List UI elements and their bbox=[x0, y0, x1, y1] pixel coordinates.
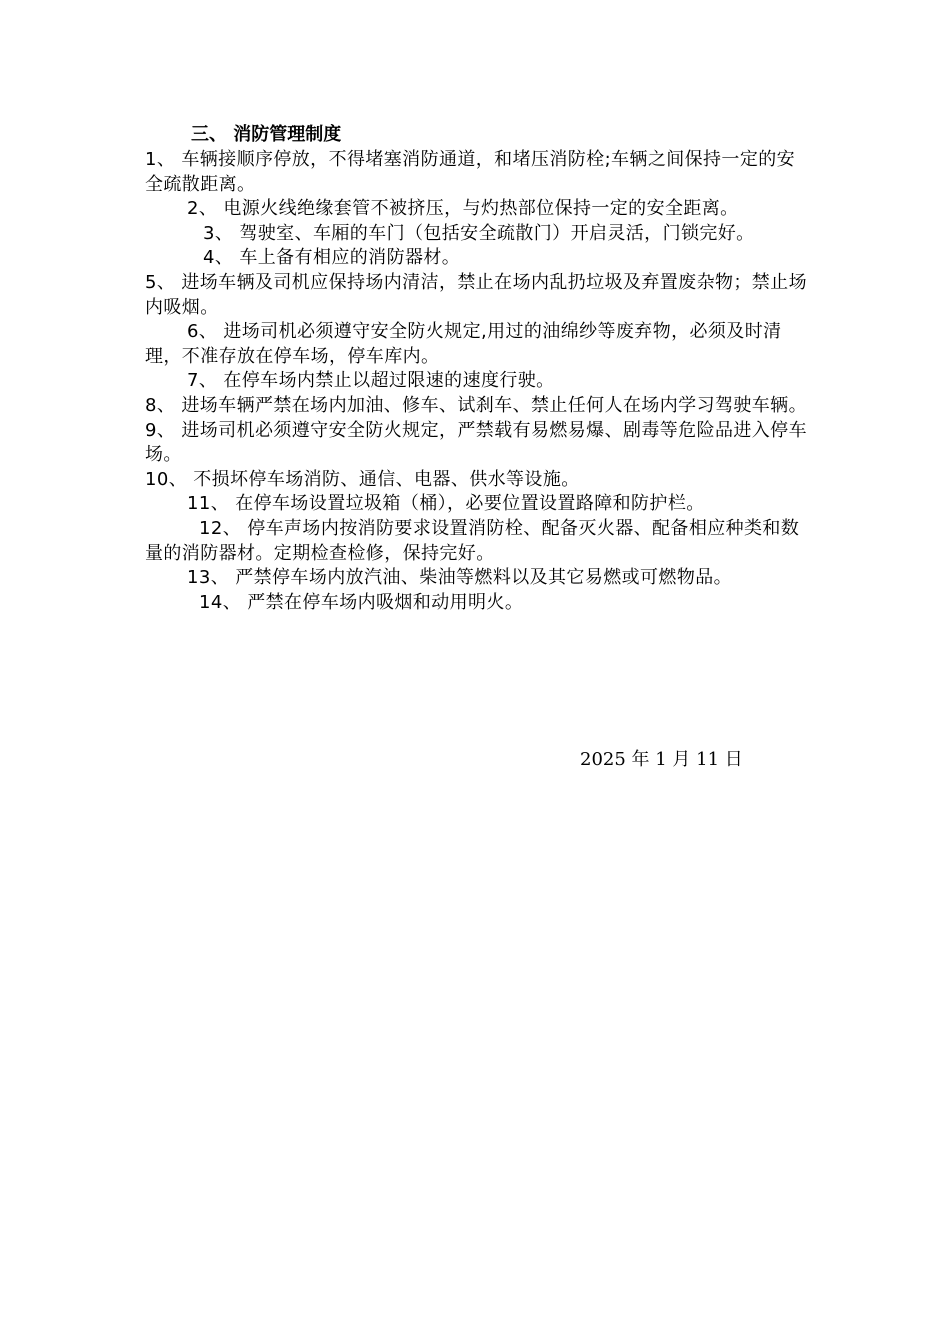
rule-item-9: 9、 进场司机必须遵守安全防火规定，严禁载有易燃易爆、剧毒等危险品进入停车场。 bbox=[145, 419, 807, 466]
rule-item-11: 11、 在停车场设置垃圾箱（桶），必要位置设置路障和防护栏。 bbox=[187, 493, 705, 515]
rule-item-10: 10、 不损坏停车场消防、通信、电器、供水等设施。 bbox=[145, 468, 580, 490]
rule-item-2: 2、 电源火线绝缘套管不被挤压，与灼热部位保持一定的安全距离。 bbox=[187, 198, 739, 220]
rule-item-4: 4、 车上备有相应的消防器材。 bbox=[203, 247, 461, 269]
rule-item-1: 1、 车辆接顺序停放，不得堵塞消防通道，和堵压消防栓;车辆之间保持一定的安全疏散距离。 bbox=[145, 149, 796, 195]
rule-item-6: 6、 进场司机必须遵守安全防火规定,用过的油绵纱等废弃物，必须及时清理，不准存放在停车场，停车库内。 bbox=[145, 321, 782, 367]
section-heading: 三、 消防管理制度 bbox=[191, 124, 342, 145]
rule-item-8: 8、 进场车辆严禁在场内加油、修车、试刹车、禁止任何人在场内学习驾驶车辆。 bbox=[145, 394, 807, 416]
rule-item-5: 5、 进场车辆及司机应保持场内清洁，禁止在场内乱扔垃圾及弃置废杂物；禁止场内吸烟。 bbox=[145, 271, 807, 318]
rule-item-12: 12、 停车声场内按消防要求设置消防栓、配备灭火器、配备相应种类和数量的消防器材。定期检查检修，保持完好。 bbox=[145, 517, 800, 564]
document-date: 2025 年 1 月 11 日 bbox=[580, 749, 743, 770]
document-body bbox=[145, 122, 810, 615]
rule-item-3: 3、 驾驶室、车厢的车门（包括安全疏散门）开启灵活，门锁完好。 bbox=[203, 222, 755, 244]
rule-item-13: 13、 严禁停车场内放汽油、柴油等燃料以及其它易燃或可燃物品。 bbox=[187, 567, 733, 589]
rule-item-14: 14、 严禁在停车场内吸烟和动用明火。 bbox=[199, 591, 524, 613]
rule-item-7: 7、 在停车场内禁止以超过限速的速度行驶。 bbox=[187, 370, 555, 392]
